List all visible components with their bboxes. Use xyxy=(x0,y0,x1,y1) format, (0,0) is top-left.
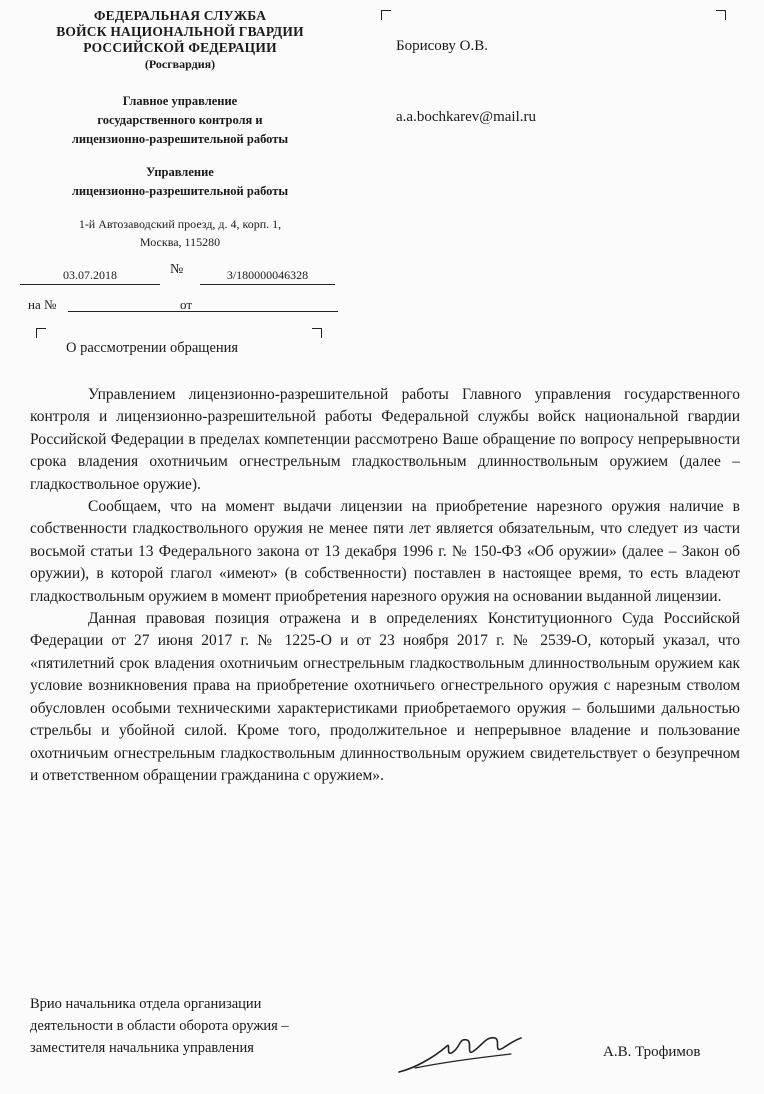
number-sign: № xyxy=(170,262,184,277)
address xyxy=(20,215,340,251)
org-name-line-1: ФЕДЕРАЛЬНАЯ СЛУЖБА xyxy=(93,8,267,23)
department-line-3: лицензионно-разрешительной работы xyxy=(71,132,289,146)
address-line-1: 1-й Автозаводский проезд, д. 4, корп. 1, xyxy=(78,217,282,231)
handwritten-signature-icon xyxy=(395,1028,525,1078)
signatory-name: А.В. Трофимов xyxy=(603,1044,701,1060)
reference-line xyxy=(28,297,338,319)
signatory-title-line-3: заместителя начальника управления xyxy=(30,1040,254,1056)
department-line-1: Главное управление xyxy=(122,94,238,108)
address-corner-left xyxy=(381,10,391,20)
addressee-name: Борисову О.В. xyxy=(396,38,488,54)
signatory-title-line-1: Врио начальника отдела организации xyxy=(30,996,262,1012)
subject-corner-left xyxy=(36,328,46,338)
signatory-title xyxy=(30,993,289,1059)
reference-from-label: от xyxy=(180,297,193,312)
subject-line: О рассмотрении обращения xyxy=(66,340,239,356)
reference-date-blank xyxy=(203,311,338,312)
org-name-line-2: ВОЙСК НАЦИОНАЛЬНОЙ ГВАРДИИ xyxy=(56,24,304,39)
signatory-title-line-2: деятельности в области оборота оружия – xyxy=(30,1018,289,1034)
department-line-2: государственного контроля и xyxy=(97,113,263,127)
registration-line xyxy=(20,260,340,290)
letterhead xyxy=(20,8,340,251)
subject-corner-right xyxy=(312,328,322,338)
body-paragraph-2: Сообщаем, что на момент выдачи лицензии на приобретение нарезного оружия наличие в собственности гладкоствольного оружия не менее пяти лет является обязательным, что следует из части восьмой статьи 13 Федерального закона от 13 декабря 1996 г. № 150-ФЗ «Об оружии» (далее – Закон об оружии), в которой глагол «имеют» (в собственности) поставлен в настоящее время, то есть владеют гладкоствольным оружием в момент приобретения нарезного оружия на основании выданной лицензии. xyxy=(30,498,740,605)
org-short-name: (Росгвардия) xyxy=(144,57,216,71)
reference-number-label: на № xyxy=(28,297,57,312)
address-corner-right xyxy=(716,10,726,20)
department-name xyxy=(20,92,340,149)
subdepartment-line-1: Управление xyxy=(146,165,214,179)
registration-date: 03.07.2018 xyxy=(20,268,160,285)
body-paragraph-3: Данная правовая позиция отражена и в определениях Конституционного Суда Российской Федерации от 27 июня 2017 г. № 1225-О и от 23 ноября 2017 г. № 2539-О, который указал, что «пятилетний срок владения охотничьим огнестрельным гладкоствольным длинноствольным оружием как условие возникновения права на приобретение охотничьего огнестрельного оружия с нарезным стволом обусловлен особыми техническими характеристиками приобретаемого оружия – большими дальностью стрельбы и убойной силой. Кроме того, продолжительное и непрерывное владение и пользование охотничьим огнестрельным гладкоствольным длинноствольным оружием свидетельствует о безупречном и ответственном обращении гражданина с оружием». xyxy=(30,610,740,784)
addressee-email: a.a.bochkarev@mail.ru xyxy=(396,109,537,125)
address-line-2: Москва, 115280 xyxy=(139,235,221,249)
body-paragraph-1: Управлением лицензионно-разрешительной работы Главного управления государственного контроля и лицензионно-разрешительной работы Федеральной службы войск национальной гвардии Российской Федерации в пределах компетенции рассмотрено Ваше обращение по вопросу непрерывности срока владения охотничьим огнестрельным гладкоствольным длинноствольным оружием (далее – гладкоствольное оружие). xyxy=(30,386,740,493)
registration-number: 3/180000046328 xyxy=(200,268,335,285)
org-name-line-3: РОССИЙСКОЙ ФЕДЕРАЦИИ xyxy=(83,40,277,55)
subdepartment-name xyxy=(20,163,340,201)
subdepartment-line-2: лицензионно-разрешительной работы xyxy=(71,184,289,198)
letter-body xyxy=(30,384,740,787)
